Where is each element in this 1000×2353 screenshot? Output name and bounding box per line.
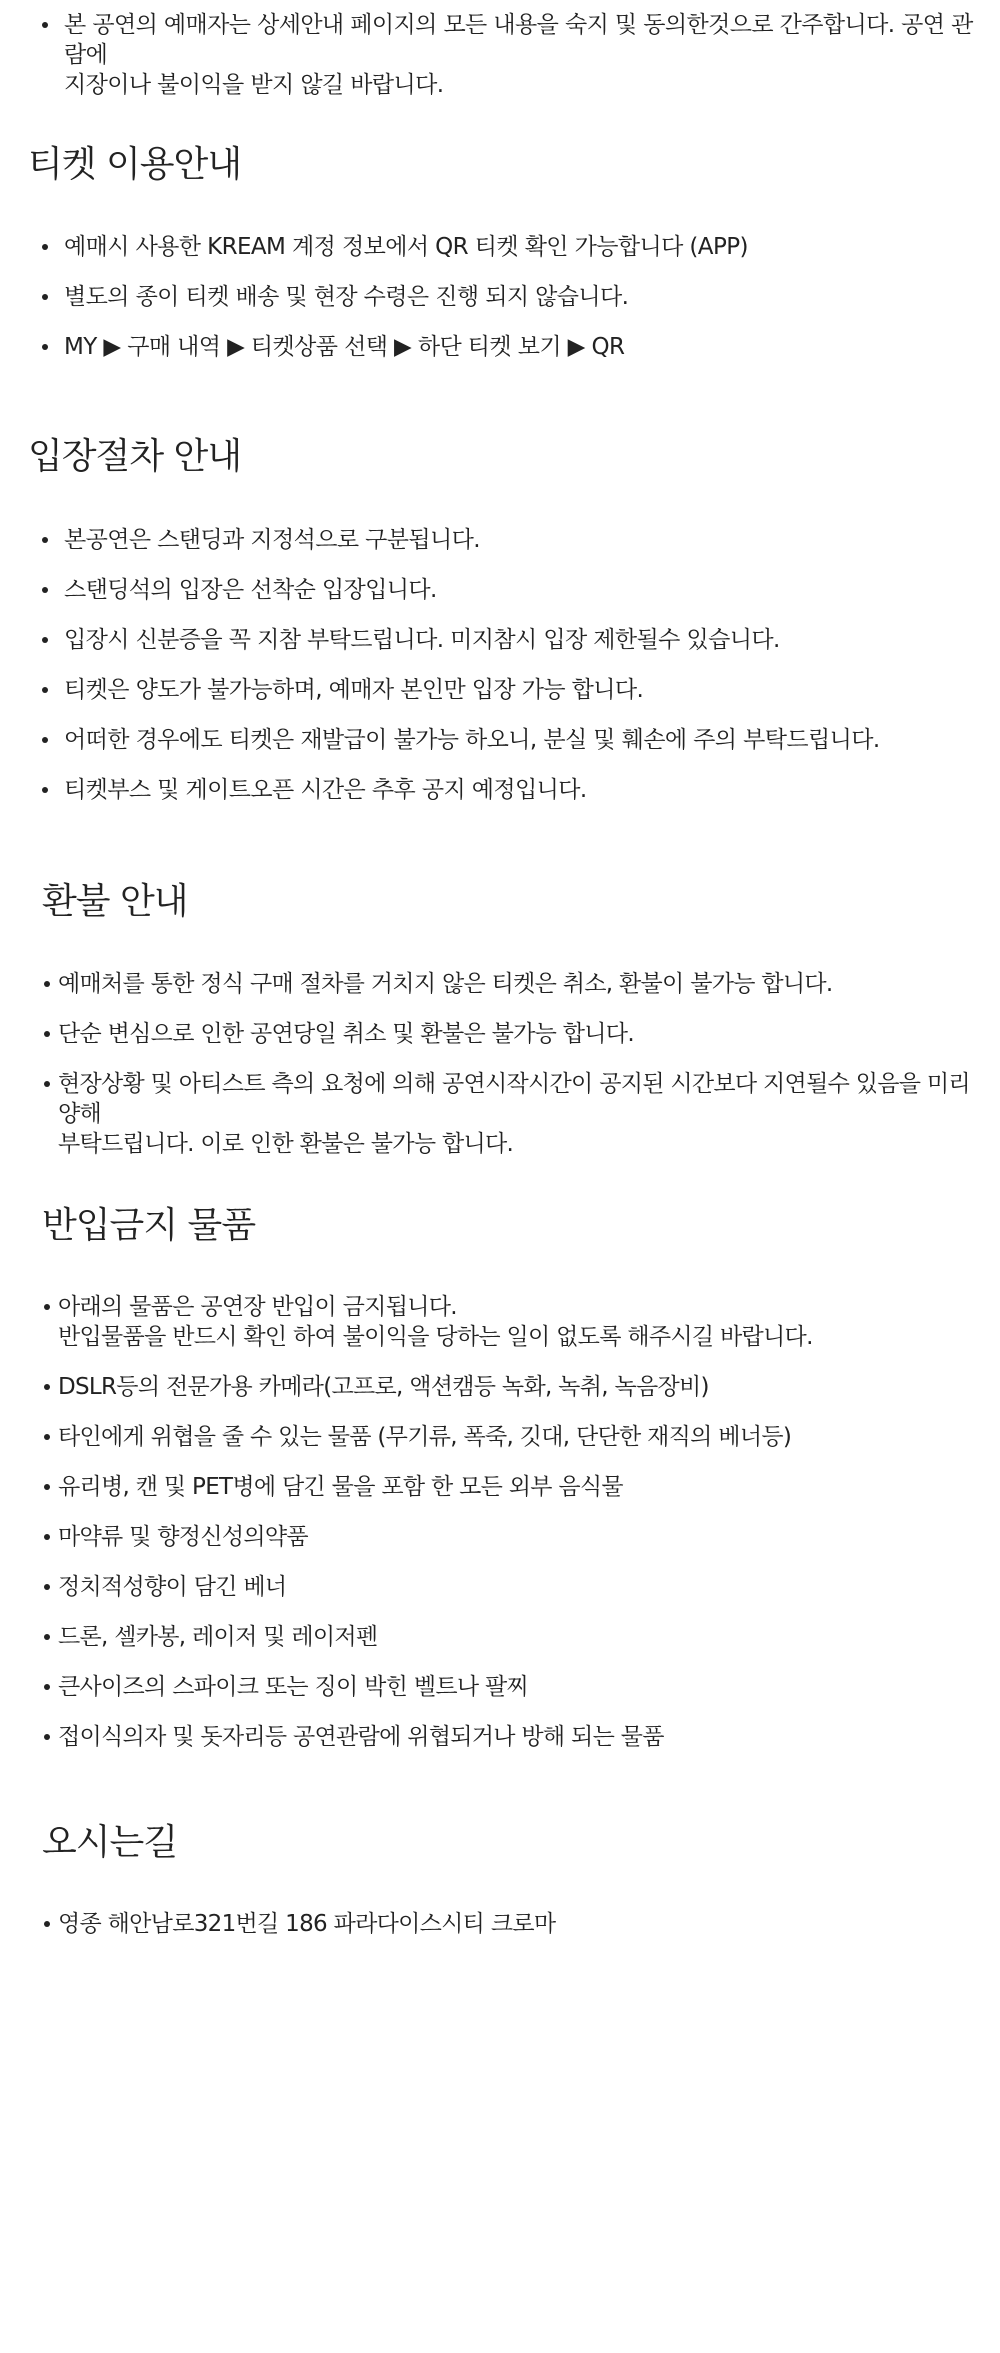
directions-list <box>42 1909 972 1939</box>
refund-guide-title: 환불 안내 <box>42 881 188 922</box>
list-item: 입장시 신분증을 꼭 지참 부탁드립니다. 미지참시 입장 제한될수 있습니다. <box>28 625 978 655</box>
refund-guide-list <box>42 969 972 1159</box>
prohibited-items-title: 반입금지 물품 <box>42 1205 256 1246</box>
ticket-guide-title: 티켓 이용안내 <box>28 144 242 185</box>
entry-guide-list <box>28 525 978 805</box>
prohibited-item-line: 드론, 셀카봉, 레이저 및 레이저펜 <box>58 1624 378 1650</box>
entry-guide-title: 입장절차 안내 <box>28 436 242 477</box>
prohibited-item-line: 마약류 및 향정신성의약품 <box>58 1524 308 1550</box>
prohibited-item-line: 큰사이즈의 스파이크 또는 징이 박힌 벨트나 팔찌 <box>58 1674 529 1700</box>
list-item <box>42 1522 972 1552</box>
prohibited-item-line-2: 반입물품을 반드시 확인 하여 불이익을 당하는 일이 없도록 해주시길 바랍니다. <box>58 1324 813 1350</box>
prohibited-item-line: 타인에게 위협을 줄 수 있는 물품 (무기류, 폭죽, 깃대, 단단한 재직의 베너등) <box>58 1424 792 1450</box>
list-item <box>42 1672 972 1702</box>
list-item <box>42 1572 972 1602</box>
prohibited-item-line: DSLR등의 전문가용 카메라(고프로, 액션캠등 녹화, 녹취, 녹음장비) <box>58 1374 709 1400</box>
ticket-guide-list <box>28 232 978 362</box>
refund-item-line: 단순 변심으로 인한 공연당일 취소 및 환불은 불가능 합니다. <box>58 1021 634 1047</box>
list-item <box>42 1069 972 1159</box>
list-item <box>42 1472 972 1502</box>
list-item: 티켓은 양도가 불가능하며, 예매자 본인만 입장 가능 합니다. <box>28 675 978 705</box>
list-item <box>42 1722 972 1752</box>
prohibited-items-list <box>42 1292 972 1752</box>
list-item: MY ▶ 구매 내역 ▶ 티켓상품 선택 ▶ 하단 티켓 보기 ▶ QR <box>28 332 978 362</box>
prohibited-item-line: 정치적성향이 담긴 베너 <box>58 1574 287 1600</box>
list-item <box>42 1292 972 1352</box>
refund-item-line: 예매처를 통한 정식 구매 절차를 거치지 않은 티켓은 취소, 환불이 불가능 합니다. <box>58 971 833 997</box>
directions-title: 오시는길 <box>42 1822 178 1863</box>
list-item: 본공연은 스탠딩과 지정석으로 구분됩니다. <box>28 525 978 555</box>
prohibited-item-line: 아래의 물품은 공연장 반입이 금지됩니다. <box>58 1294 457 1320</box>
prohibited-item-line: 유리병, 캔 및 PET병에 담긴 물을 포함 한 모든 외부 음식물 <box>58 1474 623 1500</box>
intro-notice-line-2: 지장이나 불이익을 받지 않길 바랍니다. <box>64 72 444 98</box>
refund-item-line: 현장상황 및 아티스트 측의 요청에 의해 공연시작시간이 공지된 시간보다 지연될수 있음을 미리양해 <box>58 1071 970 1127</box>
intro-notice-line-1: 본 공연의 예매자는 상세안내 페이지의 모든 내용을 숙지 및 동의한것으로 간주합니다. 공연 관람에 <box>64 12 973 68</box>
list-item <box>42 1622 972 1652</box>
list-item: 별도의 종이 티켓 배송 및 현장 수령은 진행 되지 않습니다. <box>28 282 978 312</box>
list-item <box>28 10 978 100</box>
list-item: 영종 해안남로321번길 186 파라다이스시티 크로마 <box>42 1909 972 1939</box>
list-item: 예매시 사용한 KREAM 계정 정보에서 QR 티켓 확인 가능합니다 (APP) <box>28 232 978 262</box>
list-item <box>42 969 972 999</box>
list-item: 어떠한 경우에도 티켓은 재발급이 불가능 하오니, 분실 및 훼손에 주의 부탁드립니다. <box>28 725 978 755</box>
list-item <box>42 1422 972 1452</box>
prohibited-item-line: 접이식의자 및 돗자리등 공연관람에 위협되거나 방해 되는 물품 <box>58 1724 664 1750</box>
list-item <box>42 1019 972 1049</box>
refund-item-line-2: 부탁드립니다. 이로 인한 환불은 불가능 합니다. <box>58 1131 514 1157</box>
list-item: 티켓부스 및 게이트오픈 시간은 추후 공지 예정입니다. <box>28 775 978 805</box>
list-item: 스탠딩석의 입장은 선착순 입장입니다. <box>28 575 978 605</box>
list-item <box>42 1372 972 1402</box>
intro-notice-list <box>28 10 978 100</box>
